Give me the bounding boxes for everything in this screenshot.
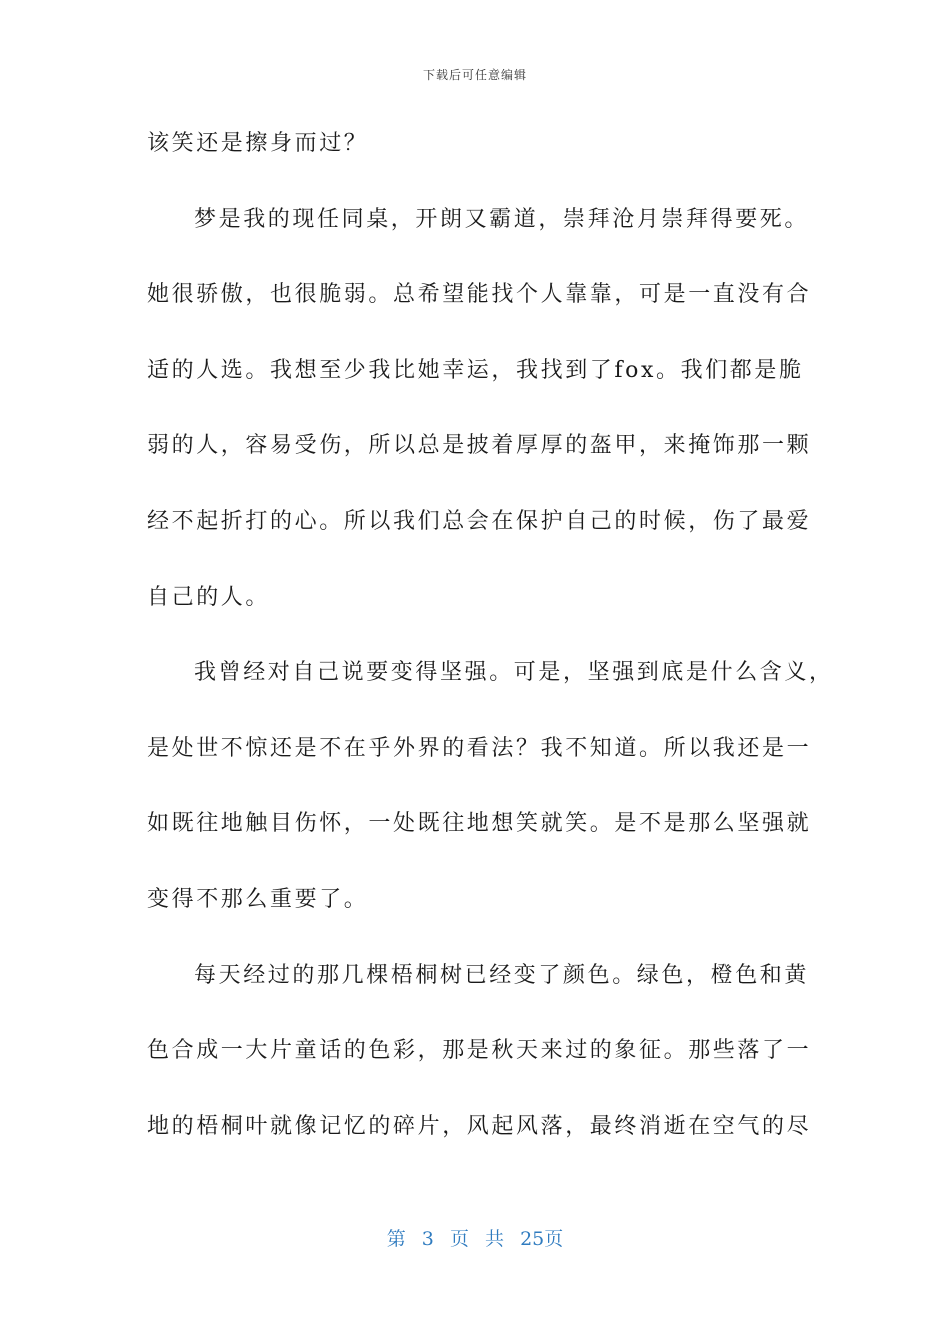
footer-total-label: 共 — [485, 1228, 505, 1250]
text-line: 经不起折打的心。所以我们总会在保护自己的时候，伤了最爱 — [147, 508, 812, 534]
footer-total-pages: 25页 — [520, 1228, 564, 1250]
document-body — [147, 124, 834, 1182]
footer-page-label: 第 — [386, 1228, 406, 1250]
text-line: 该笑还是擦身而过？ — [147, 131, 369, 156]
footer-current-page: 3 — [421, 1228, 434, 1250]
text-line: 如既往地触目伤怀，一处既往地想笑就笑。是不是那么坚强就 — [147, 811, 812, 837]
text-line: 弱的人，容易受伤，所以总是披着厚厚的盔甲，来掩饰那一颗 — [147, 433, 812, 459]
paragraph-start-line: 我曾经对自己说要变得坚强。可是，坚强到底是什么含义， — [194, 660, 834, 686]
footer-page-unit: 页 — [449, 1228, 469, 1250]
text-line: 自己的人。 — [147, 584, 271, 610]
page-header: 下载后可任意编辑 — [422, 68, 527, 82]
text-line: 色合成一大片童话的色彩，那是秋天来过的象征。那些落了一 — [147, 1038, 812, 1064]
paragraph-start-line: 每天经过的那几棵梧桐树已经变了颜色。绿色，橙色和黄 — [194, 962, 810, 988]
text-line: 是处世不惊还是不在乎外界的看法？我不知道。所以我还是一 — [147, 735, 812, 761]
text-line: 地的梧桐叶就像记忆的碎片，风起风落，最终消逝在空气的尽 — [147, 1113, 812, 1139]
text-line: 她很骄傲，也很脆弱。总希望能找个人靠靠，可是一直没有合 — [147, 282, 812, 308]
page-footer — [0, 1224, 950, 1251]
text-line: 适的人选。我想至少我比她幸运，我找到了fox。我们都是脆 — [147, 357, 804, 383]
paragraph-start-line: 梦是我的现任同桌，开朗又霸道，崇拜沧月崇拜得要死。 — [194, 206, 810, 232]
text-line: 变得不那么重要了。 — [147, 886, 369, 912]
